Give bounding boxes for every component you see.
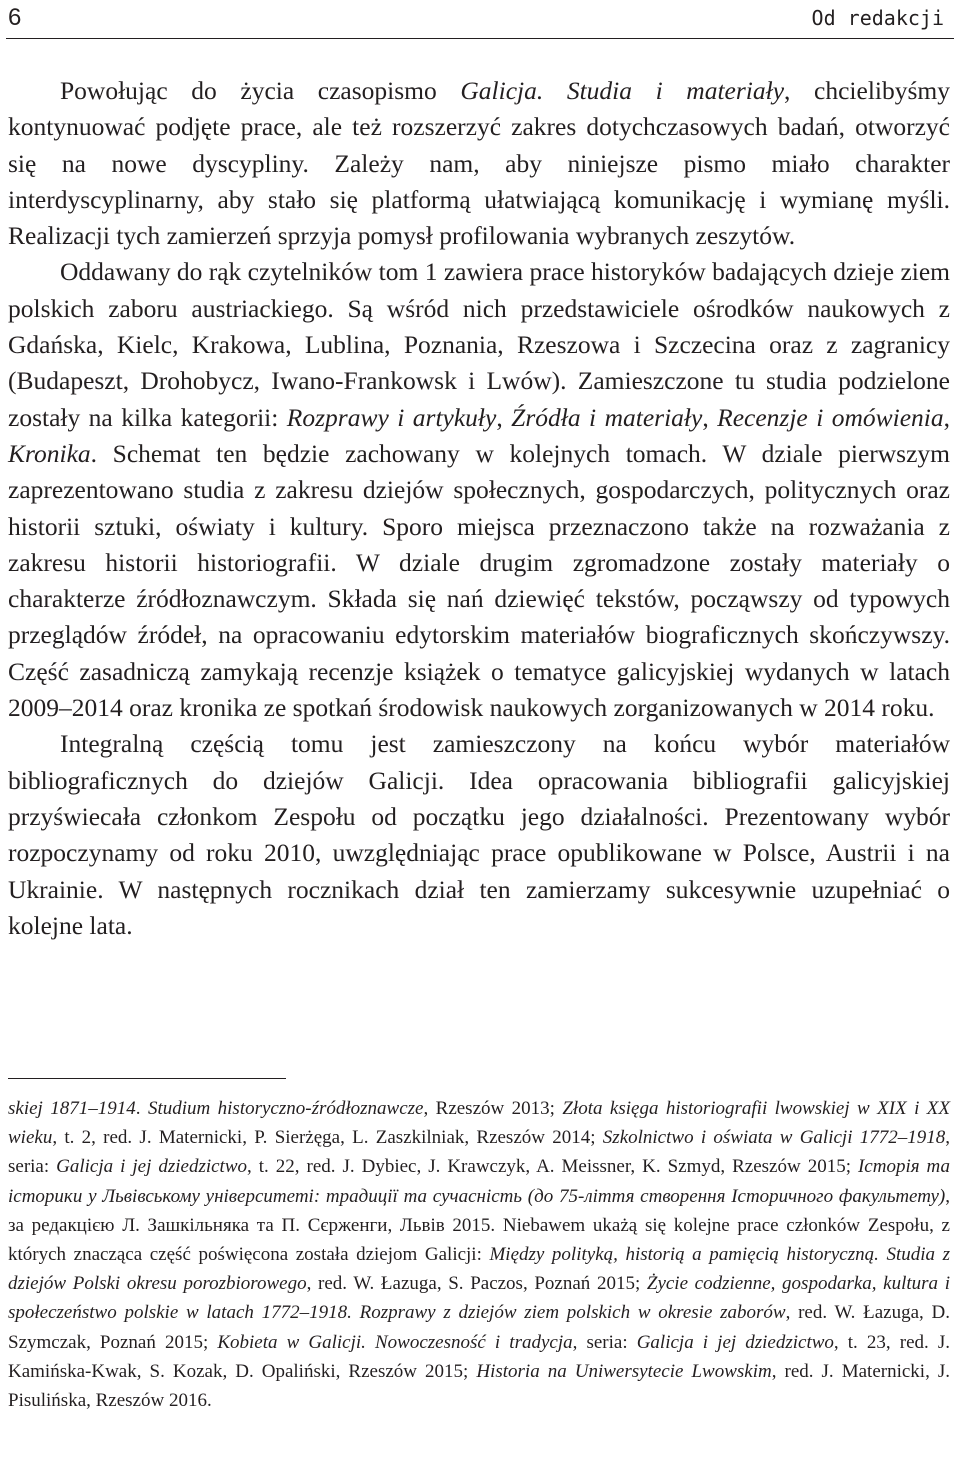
text-run: , seria: xyxy=(572,1331,637,1353)
text-run: , red. J. Maternicki, J. Pisulińska, Rzeszów 2016. xyxy=(8,1360,950,1412)
footnote-rule xyxy=(8,1078,286,1079)
text-run: , red. W. Łazuga, S. Paczos, Poznań 2015; xyxy=(306,1273,647,1295)
text-run: Oddawany do rąk czytelników tom 1 zawiera prace historyków badających dzieje ziem polskich zaboru austriackiego. Są wśród nich przedstawiciele ośrodków naukowych z Gdańska, Kielc, Krakowa, Lublina, Poznania, Rzeszowa i Szczecina oraz z zagranicy (Budapeszt, Drohobycz, Iwano-Frankowsk i Lwów). Zamieszczone tu studia podzielone zostały na kilka kategorii: xyxy=(8,257,951,432)
italic-text-run: Rozprawy i artykuły xyxy=(286,402,497,432)
body-text xyxy=(8,73,950,944)
text-run: , red. W. Łazuga, D. Szymczak, Poznań 2015; xyxy=(8,1302,950,1353)
italic-text-run: Studium historyczno-źródłoznawcze xyxy=(147,1098,424,1119)
text-run: , за редакцією Л. Зашкільняка та П. Сєрженги, Львів 2015. Niebawem ukażą się kolejne prace członków Zespołu, z których znacząca część poświęcona została dziejom Galicji: xyxy=(8,1185,950,1266)
text-run: , Rzeszów 2013; xyxy=(423,1098,563,1119)
text-run: , xyxy=(702,402,718,432)
paragraph-2 xyxy=(8,254,950,726)
text-run: , seria: xyxy=(8,1127,950,1178)
italic-text-run: Історія та історики у Львівському університеті: традиції та сучасність (до 75-ліття створення Історичного факультету) xyxy=(8,1156,950,1207)
italic-text-run: Źródła i materiały xyxy=(511,402,703,432)
paragraph-1 xyxy=(8,73,950,254)
page-number: 6 xyxy=(8,4,22,31)
italic-text-run: Historia na Uniwersytecie Lwowskim xyxy=(476,1360,772,1382)
italic-text-run: Galicja i jej dziedzictwo xyxy=(56,1156,248,1178)
text-run: , xyxy=(943,402,951,432)
footnote-continuation xyxy=(8,1094,950,1415)
text-run: , xyxy=(496,402,512,432)
text-run: Integralną częścią tomu jest zamieszczony na końcu wybór materiałów bibliograficznych do dziejów Galicji. Idea opracowania bibliografii galicyjskiej przyświecała członkom Zespołu od początku jego działalności. Prezentowany wybór rozpoczynamy od roku 2010, uwzględniając prace opublikowane w Polsce, Austrii i na Ukrainie. W następnych rocznikach dział ten zamierzamy sukcesywnie uzupełniać o kolejne lata. xyxy=(8,729,950,940)
italic-text-run: Życie codzienne, gospodarka, kultura i społeczeństwo polskie w latach 1772–1918. Rozprawy z dziejów ziem polskich w okresie zaborów xyxy=(8,1273,950,1324)
italic-text-run: Galicja i jej dziedzictwo xyxy=(636,1331,834,1353)
page-header xyxy=(0,0,960,40)
italic-text-run: Kobieta w Galicji. Nowoczesność i tradycja xyxy=(217,1331,573,1353)
text-run: Powołując do życia czasopismo xyxy=(60,76,461,105)
text-run: . xyxy=(135,1098,148,1119)
italic-text-run: Między polityką, historią a pamięcią historyczną. Studia z dziejów Polski okresu porozbiorowego xyxy=(8,1244,950,1295)
header-rule xyxy=(6,38,954,39)
paragraph-3 xyxy=(8,726,950,944)
text-run: , chcielibyśmy kontynuować podjęte prace, ale też rozszerzyć zakres dotychczasowych badań, otworzyć się na nowe dyscypliny. Zależy nam, aby niniejsze pismo miało charakter interdyscyplinarny, aby stało się platformą ułatwiającą komunikację i wymianę myśli. Realizacji tych zamierzeń sprzyja pomysł profilowania wybranych zeszytów. xyxy=(8,76,950,251)
italic-text-run: Złota księga historiografii lwowskiej w XIX i XX wieku xyxy=(8,1098,950,1149)
italic-text-run: Kronika xyxy=(8,438,91,468)
text-run: . Schemat ten będzie zachowany w kolejnych tomach. W dziale pierwszym zaprezentowano studia z zakresu dziejów społecznych, gospodarczych, politycznych oraz historii sztuki, oświaty i kultury. Sporo miejsca przeznaczono także na rozważania z zakresu historii historiografii. W dziale drugim zgromadzone zostały materiały o charakterze źródłoznawczym. Składa się nań dziewięć tekstów, począwszy od typowych przeglądów źródeł, na opracowaniu edytorskim materiałów biograficznych skończywszy. Część zasadniczą zamykają recenzje książek o tematyce galicyjskiej wydanych w latach 2009–2014 oraz kronika ze spotkań środowisk naukowych zorganizowanych w 2014 roku. xyxy=(8,438,950,723)
italic-text-run: Recenzje i omówienia xyxy=(717,402,944,432)
italic-text-run: skiej 1871–1914 xyxy=(8,1098,136,1119)
text-run: , t. 22, red. J. Dybiec, J. Krawczyk, A. Meissner, K. Szmyd, Rzeszów 2015; xyxy=(247,1156,858,1178)
text-run: , t. 2, red. J. Maternicki, P. Sierżęga, L. Zaszkilniak, Rzeszów 2014; xyxy=(52,1127,603,1149)
running-head: Od redakcji xyxy=(811,6,944,30)
footnotes xyxy=(8,1094,950,1415)
italic-text-run: Galicja. Studia i materiały xyxy=(460,76,785,105)
italic-text-run: Szkolnictwo i oświata w Galicji 1772–1918 xyxy=(602,1127,946,1149)
text-run: , t. 23, red. J. Kamińska-Kwak, S. Kozak, D. Opaliński, Rzeszów 2015; xyxy=(8,1331,950,1382)
